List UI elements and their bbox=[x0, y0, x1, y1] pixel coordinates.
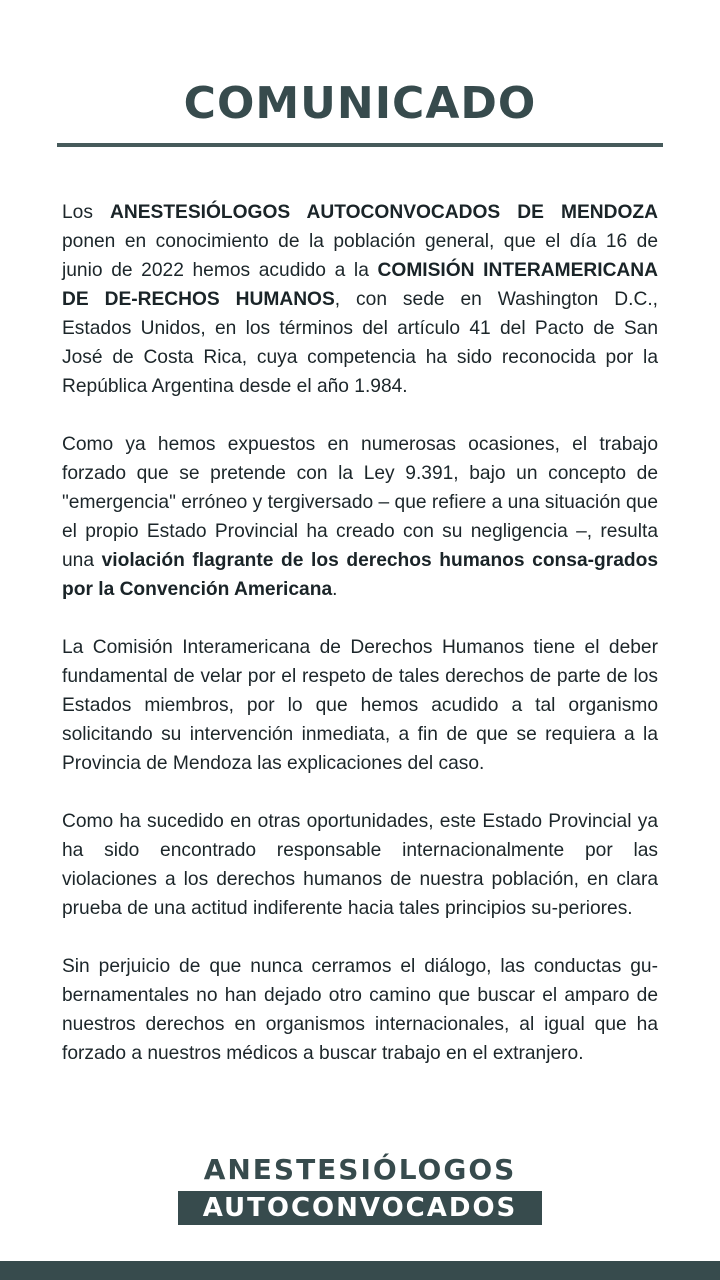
text-span: , con sede en Washington D.C., Estados Unidos, en los términos del artículo 41 del Pacto de San José de Costa Rica, cuya competencia ha sido reconocida por la República Argentina desde el año 1.984. bbox=[62, 289, 658, 397]
paragraph-2 bbox=[62, 430, 658, 604]
brand-logo bbox=[0, 1152, 720, 1225]
paragraph-3 bbox=[62, 633, 658, 778]
footer-bar bbox=[0, 1261, 720, 1280]
statement-body bbox=[62, 198, 658, 1097]
text-span: La Comisión Interamericana de Derechos Humanos tiene el deber fundamental de velar por el respeto de tales derechos de parte de los Estados miembros, por lo que hemos acudido a tal organismo solicitando su intervención inmediata, a fin de que se requiera a la Provincia de Mendoza las explicaciones del caso. bbox=[62, 637, 658, 774]
text-span: ponen en conocimiento de la población general, que el día 16 de junio de 2022 hemos acudido a la bbox=[62, 231, 658, 281]
paragraph-1 bbox=[62, 198, 658, 401]
bold-commission-name: COMISIÓN INTERAMERICANA DE DE-RECHOS HUMANOS bbox=[62, 260, 659, 310]
title-divider bbox=[57, 143, 663, 147]
paragraph-5 bbox=[62, 952, 658, 1068]
paragraph-4 bbox=[62, 807, 658, 923]
brand-line-1: ANESTESIÓLOGOS bbox=[203, 1153, 517, 1186]
text-span: Sin perjuicio de que nunca cerramos el diálogo, las conductas gu-bernamentales no han dejado otro camino que buscar el amparo de nuestros derechos en organismos internacionales, al igual que ha forzado a nuestros médicos a buscar trabajo en el extranjero. bbox=[62, 956, 658, 1064]
text-span: Como ha sucedido en otras oportunidades, este Estado Provincial ya ha sido encontrado responsable internacionalmente por las violaciones a los derechos humanos de nuestra población, en clara prueba de una actitud indiferente hacia tales principios su-periores. bbox=[62, 811, 658, 919]
bold-org-name: ANESTESIÓLOGOS AUTOCONVOCADOS DE MENDOZA bbox=[110, 202, 658, 223]
brand-line-2: AUTOCONVOCADOS bbox=[178, 1191, 542, 1225]
page-title: COMUNICADO bbox=[183, 78, 537, 129]
text-span: . bbox=[332, 579, 338, 600]
text-span: Los bbox=[62, 202, 111, 223]
bold-violation-statement: violación flagrante de los derechos humanos consa-grados por la Convención Americana bbox=[62, 550, 658, 600]
text-span: Como ya hemos expuestos en numerosas ocasiones, el trabajo forzado que se pretende con la Ley 9.391, bajo un concepto de "emergencia" erróneo y tergiversado – que refiere a una situación que el propio Estado Provincial ha creado con su negligencia –, resulta una bbox=[62, 434, 659, 571]
